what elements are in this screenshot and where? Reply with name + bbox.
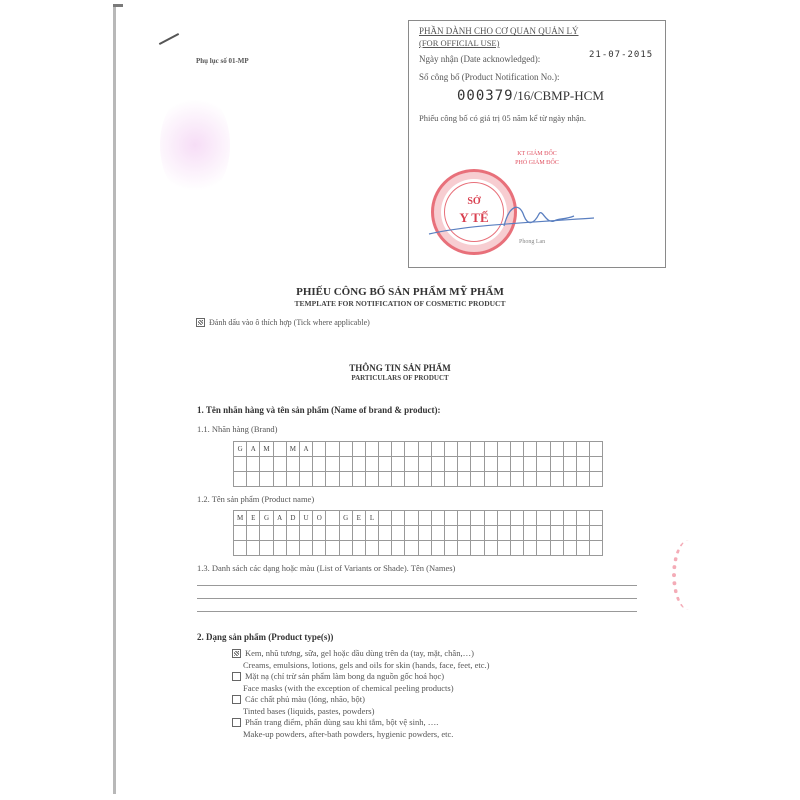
letter-cell	[498, 526, 511, 541]
letter-cell	[590, 457, 603, 472]
letter-cell	[379, 526, 392, 541]
product-type-vi: Phấn trang điểm, phấn dùng sau khi tắm, bột vệ sinh, ….	[245, 717, 439, 727]
letter-cell	[366, 526, 379, 541]
letter-cell	[419, 511, 432, 526]
letter-cell	[458, 457, 471, 472]
product-type-en: Tinted bases (liquids, pastes, powders)	[243, 705, 375, 716]
letter-cell	[537, 442, 550, 457]
letter-cell	[458, 541, 471, 556]
letter-cell	[419, 526, 432, 541]
checkbox-icon	[196, 318, 205, 327]
letter-cell	[524, 526, 537, 541]
letter-cell	[300, 472, 313, 487]
letter-cell	[564, 511, 577, 526]
section-subtitle: PARTICULARS OF PRODUCT	[351, 374, 449, 382]
letter-cell	[366, 457, 379, 472]
letter-cell	[379, 541, 392, 556]
document-subtitle: TEMPLATE FOR NOTIFICATION OF COSMETIC PRODUCT	[294, 299, 506, 308]
letter-cell	[287, 457, 300, 472]
letter-cell: M	[287, 442, 300, 457]
product-type-list	[232, 648, 489, 740]
date-acknowledged-label: Ngày nhận (Date acknowledged):	[419, 54, 541, 64]
letter-cell	[313, 472, 326, 487]
official-use-box	[408, 20, 666, 268]
letter-cell	[274, 442, 287, 457]
letter-cell: M	[234, 511, 247, 526]
letter-cell	[511, 526, 524, 541]
letter-cell	[524, 511, 537, 526]
letter-cell: A	[274, 511, 287, 526]
letter-cell	[340, 442, 353, 457]
letter-cell: G	[340, 511, 353, 526]
letter-cell: L	[366, 511, 379, 526]
product-name-label: 1.2. Tên sản phẩm (Product name)	[197, 494, 315, 504]
letter-cell	[564, 526, 577, 541]
letter-cell	[379, 511, 392, 526]
letter-cell	[471, 442, 484, 457]
letter-cell	[353, 457, 366, 472]
letter-cell	[274, 457, 287, 472]
letter-cell	[511, 511, 524, 526]
letter-cell	[577, 526, 590, 541]
letter-cell	[405, 541, 418, 556]
signer-title-1: KT GIÁM ĐỐC	[517, 151, 557, 157]
letter-cell	[366, 541, 379, 556]
variants-line-3	[197, 611, 637, 612]
partial-stamp-edge	[672, 540, 706, 610]
letter-cell	[234, 472, 247, 487]
validity-note: Phiếu công bố có giá trị 05 năm kể từ ngày nhận.	[419, 113, 587, 123]
letter-cell	[537, 526, 550, 541]
letter-cell	[564, 541, 577, 556]
letter-cell	[590, 526, 603, 541]
letter-cell	[537, 541, 550, 556]
letter-cell	[458, 472, 471, 487]
letter-cell	[366, 472, 379, 487]
date-acknowledged-value: 21-07-2015	[589, 50, 654, 60]
letter-cell	[392, 526, 405, 541]
notification-number-label: Số công bố (Product Notification No.):	[419, 72, 560, 82]
letter-cell	[458, 526, 471, 541]
letter-cell	[353, 541, 366, 556]
letter-cell	[485, 457, 498, 472]
letter-cell	[247, 457, 260, 472]
appendix-label: Phụ lục số 01-MP	[196, 57, 249, 65]
letter-cell	[577, 541, 590, 556]
signer-title-2: PHÓ GIÁM ĐỐC	[515, 160, 559, 166]
official-box-title: PHẦN DÀNH CHO CƠ QUAN QUẢN LÝ	[419, 26, 579, 36]
letter-cell	[485, 526, 498, 541]
letter-cell	[577, 472, 590, 487]
letter-cell	[392, 511, 405, 526]
letter-cell	[419, 442, 432, 457]
seal-text-1: SỞ	[467, 196, 481, 207]
letter-cell	[485, 442, 498, 457]
letter-cell	[445, 472, 458, 487]
letter-cell	[274, 541, 287, 556]
letter-cell	[432, 442, 445, 457]
letter-cell	[458, 511, 471, 526]
section-title: THÔNG TIN SẢN PHẨM	[349, 363, 451, 373]
letter-cell	[300, 541, 313, 556]
letter-cell	[551, 442, 564, 457]
variants-line-1	[197, 585, 637, 586]
letter-cell	[458, 442, 471, 457]
letter-cell	[564, 457, 577, 472]
letter-cell	[340, 457, 353, 472]
letter-cell	[551, 541, 564, 556]
letter-cell	[287, 526, 300, 541]
letter-cell	[445, 442, 458, 457]
letter-cell: O	[313, 511, 326, 526]
variants-line-2	[197, 598, 637, 599]
letter-cell	[405, 526, 418, 541]
letter-cell	[564, 472, 577, 487]
letter-cell	[524, 472, 537, 487]
notification-number-value: 000379	[457, 88, 514, 104]
letter-cell	[326, 457, 339, 472]
letter-cell	[419, 472, 432, 487]
letter-cell	[392, 442, 405, 457]
letter-cell	[234, 526, 247, 541]
letter-cell: A	[247, 442, 260, 457]
letter-cell	[405, 442, 418, 457]
letter-cell	[498, 442, 511, 457]
letter-cell	[590, 541, 603, 556]
letter-cell	[432, 457, 445, 472]
letter-cell: E	[353, 511, 366, 526]
letter-cell	[471, 457, 484, 472]
signature-icon	[424, 196, 604, 236]
letter-cell	[498, 472, 511, 487]
letter-cell	[247, 472, 260, 487]
letter-cell	[524, 541, 537, 556]
letter-cell	[326, 511, 339, 526]
section1-heading: 1. Tên nhãn hàng và tên sản phẩm (Name of brand & product):	[197, 405, 441, 415]
letter-cell	[353, 526, 366, 541]
product-type-vi: Kem, nhũ tương, sữa, gel hoặc dầu dùng trên da (tay, mặt, chân,…)	[245, 648, 474, 658]
letter-cell	[485, 472, 498, 487]
product-type-en: Face masks (with the exception of chemical peeling products)	[243, 682, 454, 693]
letter-cell	[340, 526, 353, 541]
letter-cell	[379, 442, 392, 457]
product-type-option	[232, 648, 489, 671]
official-box-subtitle: (FOR OFFICIAL USE)	[419, 38, 500, 48]
letter-cell	[551, 526, 564, 541]
product-type-option	[232, 717, 489, 740]
letter-cell	[577, 442, 590, 457]
letter-cell	[445, 526, 458, 541]
letter-cell: U	[300, 511, 313, 526]
letter-cell: D	[287, 511, 300, 526]
letter-cell	[590, 511, 603, 526]
letter-cell	[405, 511, 418, 526]
letter-cell	[260, 457, 273, 472]
letter-cell	[590, 442, 603, 457]
letter-cell	[471, 541, 484, 556]
letter-cell	[590, 472, 603, 487]
letter-cell	[287, 541, 300, 556]
page-edge	[113, 4, 116, 794]
letter-cell	[353, 442, 366, 457]
letter-cell	[511, 442, 524, 457]
letter-cell	[551, 472, 564, 487]
letter-cell	[300, 457, 313, 472]
letter-cell	[432, 472, 445, 487]
letter-cell	[524, 442, 537, 457]
letter-cell	[485, 541, 498, 556]
seal-text-2: Y TẾ	[459, 210, 489, 225]
letter-cell	[537, 457, 550, 472]
letter-cell	[564, 442, 577, 457]
letter-cell	[274, 472, 287, 487]
letter-cell: G	[234, 442, 247, 457]
letter-cell	[419, 457, 432, 472]
letter-cell	[445, 457, 458, 472]
letter-cell	[405, 472, 418, 487]
letter-cell	[247, 526, 260, 541]
checkbox-icon	[232, 695, 241, 704]
letter-cell	[419, 541, 432, 556]
page-edge-corner	[113, 4, 123, 7]
pen-mark	[159, 33, 179, 45]
letter-cell	[511, 457, 524, 472]
letter-cell	[432, 526, 445, 541]
letter-cell	[577, 511, 590, 526]
letter-cell	[405, 457, 418, 472]
section2-heading: 2. Dạng sản phẩm (Product type(s))	[197, 632, 334, 642]
letter-cell: G	[260, 511, 273, 526]
letter-cell: E	[247, 511, 260, 526]
letter-cell	[445, 541, 458, 556]
tick-note	[196, 318, 370, 327]
letter-cell	[326, 472, 339, 487]
letter-cell	[392, 457, 405, 472]
letter-cell	[577, 457, 590, 472]
product-type-en: Creams, emulsions, lotions, gels and oils for skin (hands, face, feet, etc.)	[243, 659, 490, 670]
letter-cell	[392, 472, 405, 487]
letter-cell: A	[300, 442, 313, 457]
letter-cell	[471, 526, 484, 541]
letter-cell	[287, 472, 300, 487]
letter-cell	[498, 457, 511, 472]
checkbox-icon	[232, 672, 241, 681]
letter-cell	[432, 511, 445, 526]
letter-cell	[340, 541, 353, 556]
product-type-en: Make-up powders, after-bath powders, hygienic powders, etc.	[243, 728, 454, 739]
variants-label: 1.3. Danh sách các dạng hoặc màu (List of Variants or Shade). Tên (Names)	[197, 563, 456, 573]
brand-label: 1.1. Nhãn hàng (Brand)	[197, 424, 278, 434]
letter-cell	[498, 541, 511, 556]
letter-cell	[537, 511, 550, 526]
letter-cell	[326, 541, 339, 556]
product-type-option	[232, 671, 489, 694]
letter-cell: M	[260, 442, 273, 457]
tick-note-text: Đánh dấu vào ô thích hợp (Tick where applicable)	[209, 318, 370, 327]
letter-cell	[260, 472, 273, 487]
checkbox-icon	[232, 649, 241, 658]
letter-cell	[313, 526, 326, 541]
checkbox-icon	[232, 718, 241, 727]
letter-cell	[340, 472, 353, 487]
letter-cell	[511, 541, 524, 556]
letter-cell	[313, 442, 326, 457]
letter-cell	[260, 526, 273, 541]
letter-cell	[313, 457, 326, 472]
letter-cell	[524, 457, 537, 472]
product-letter-grid	[233, 510, 603, 556]
letter-cell	[379, 457, 392, 472]
notification-number	[457, 88, 604, 104]
faded-stamp-smudge	[160, 90, 230, 200]
letter-cell	[471, 472, 484, 487]
letter-cell	[471, 511, 484, 526]
letter-cell	[313, 541, 326, 556]
letter-cell	[247, 541, 260, 556]
letter-cell	[511, 472, 524, 487]
letter-cell	[379, 472, 392, 487]
document-title: PHIẾU CÔNG BỐ SẢN PHẨM MỸ PHẨM	[296, 286, 504, 298]
letter-cell	[392, 541, 405, 556]
letter-cell	[234, 541, 247, 556]
product-type-vi: Mặt nạ (chỉ trừ sản phẩm làm bong da nguồn gốc hoá học)	[245, 671, 445, 681]
letter-cell	[485, 511, 498, 526]
brand-letter-grid	[233, 441, 603, 487]
letter-cell	[300, 526, 313, 541]
signer-name: Phong Lan	[519, 239, 546, 245]
letter-cell	[353, 472, 366, 487]
letter-cell	[551, 511, 564, 526]
product-type-vi: Các chất phủ màu (lỏng, nhão, bột)	[245, 694, 365, 704]
letter-cell	[274, 526, 287, 541]
letter-cell	[260, 541, 273, 556]
letter-cell	[537, 472, 550, 487]
product-type-option	[232, 694, 489, 717]
letter-cell	[432, 541, 445, 556]
notification-number-suffix: /16/CBMP-HCM	[513, 88, 604, 103]
letter-cell	[326, 526, 339, 541]
letter-cell	[445, 511, 458, 526]
letter-cell	[234, 457, 247, 472]
letter-cell	[366, 442, 379, 457]
letter-cell	[551, 457, 564, 472]
letter-cell	[326, 442, 339, 457]
letter-cell	[498, 511, 511, 526]
